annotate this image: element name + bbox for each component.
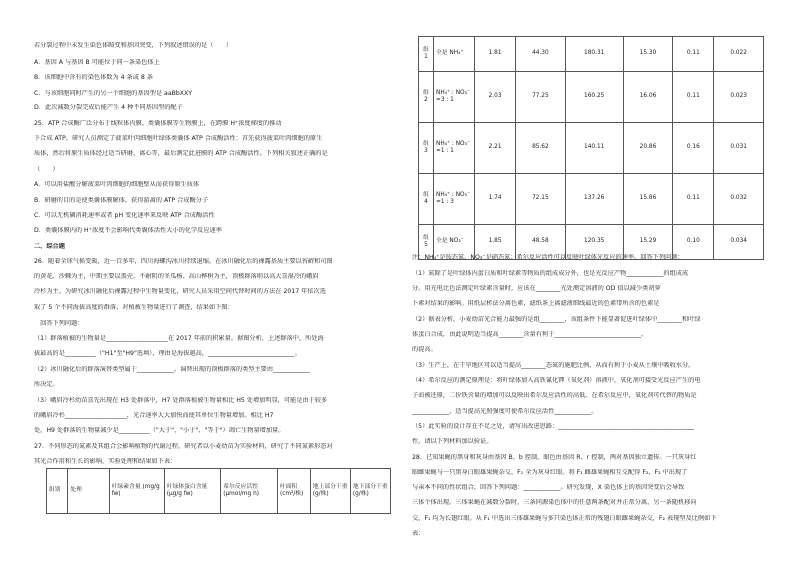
- text-line: （ ）: [34, 166, 59, 173]
- text-line: 的提高。: [412, 346, 437, 353]
- value-cell: 0.034: [714, 225, 764, 260]
- text-line: 26．随着全球气候变暖，近一百多年，四川海螺沟冰川持续退缩。在冰川融化后的裸露基质主要以苔藓和司图: [34, 258, 333, 265]
- text-line: 体蛋白合成，由此说明适当提高________含量有利于____________________________。: [412, 331, 648, 338]
- text-line: D．类囊体膜内的 H⁺浓度不会影响代类囊体活性大小的化学反应速率: [34, 227, 222, 234]
- text-line: 25．ATP 合成酶广泛分布于线粒体内膜、类囊体膜等生物膜上，在跨膜 H⁺浓度梯度的推动: [34, 120, 282, 127]
- text-line: （4）希尔反应的测定原理是：将叶绿体加入高铁氰化钾（氧化剂）溶液中，氧化剂可接受光反应产生的电: [412, 377, 701, 384]
- text-line: C．可以无机磷消耗速率或者 pH 变化速率来反映 ATP 合成酶活性: [34, 212, 215, 219]
- value-cell: 15.29: [623, 225, 673, 260]
- text-line: 三体个体出现。三体果蝇在减数分裂时，三条同源染色体中的任意两条配对并正常分离，另一条随机移向: [412, 499, 697, 506]
- value-cell: 2.03: [475, 72, 516, 123]
- text-line: 卜素对结果的影响。用纸层析法分离色素，滤纸条上离滤液细线最近的色素带所含的色素是: [412, 300, 660, 307]
- value-cell: 0.16: [673, 123, 714, 174]
- value-cell: 85.62: [516, 123, 566, 174]
- text-line: 交，F₁ 均为长翅红眼。从 F₁ 中选出三体雄果蝇与多只染色体正常的残翅白眼雌果蝇杂交，F₂ 表现型及比例如下: [412, 515, 717, 522]
- value-cell: 44.30: [516, 37, 566, 72]
- value-cell: 1.85: [475, 225, 516, 260]
- treatment-cell: NH₄⁺ : NO₃⁻ =1 : 3: [434, 174, 475, 225]
- text-line: B．研磨的目的是使类囊体膜解体，获得游离的 ATP 合成酶分子: [34, 197, 209, 204]
- value-cell: 0.11: [673, 37, 714, 72]
- value-cell: 2.21: [475, 123, 516, 174]
- value-cell: 15.86: [623, 174, 673, 225]
- group-cell: 组 4: [419, 174, 434, 225]
- text-line: 注：NH₄⁺是铵态氮，NO₃⁻是硝态氮；希尔反应活性可以反映叶绿体光反应的速率。回答下列问题：: [412, 254, 684, 261]
- text-line: 眼雌果蝇与一只黑身白眼雄果蝇杂交，F₁ 全为灰身红眼。将 F₁ 雌雄果蝇相互交配得 F₂，F₂ 中出现了: [412, 469, 688, 476]
- left-results-table: [46, 468, 391, 514]
- value-cell: 16.06: [623, 72, 673, 123]
- table-header-cell: 希尔反应活性 (μmol/mg h): [221, 469, 278, 514]
- text-line: 取了 5 个不同海拔高度的群落，对植被生物量进行了调查，结果如下图：: [34, 304, 234, 311]
- group-cell: 组 5: [419, 225, 434, 260]
- value-cell: 120.35: [565, 225, 623, 260]
- group-cell: 组 3: [419, 123, 434, 174]
- text-line: （3）生产上，在干旱地区可以适当提高________态氮的施肥比例，从而有利于小麦从土壤中吸收水分。: [412, 362, 695, 369]
- text-line: 的黄花、沙棘为主，中期主要以盖壳、不耐阴的冬瓜杨、高山桦树为主，顶极群落则以高大喜湿冷的峨眉: [34, 273, 319, 280]
- text-line: A．可以用盐酸分解菠菜叶肉细胞的细胞壁从而获得原生质体: [34, 181, 200, 188]
- table-header-cell: 叶绿体蛋白含量 (μg/g fw): [164, 469, 220, 514]
- text-line: 回答下列问题：: [34, 320, 84, 327]
- group-cell: 组 2: [419, 72, 434, 123]
- text-line: 28．已知果蝇的黑身和灰身由基因 B、b 控制，眼色由基因 R、r 控制，两对基因独立遗传。一只灰身红: [412, 454, 697, 461]
- table-row: [419, 123, 764, 174]
- value-cell: 137.26: [565, 174, 623, 225]
- value-cell: 160.25: [565, 72, 623, 123]
- table-row: [419, 37, 764, 72]
- text-line: 表：: [412, 530, 425, 537]
- text-line: 下合成 ATP。研究人员测定了菠菜叶肉细胞叶绿体类囊体 ATP 合成酶活性：首先获得菠菜叶肉细胞的原生: [34, 135, 323, 142]
- value-cell: 20.86: [623, 123, 673, 174]
- text-line: 子而被还原，二价铁含量的增加可以反映出希尔反应活性的高低。在希尔反应中，氧化剂可代替的物质是: [412, 392, 697, 399]
- text-line: 其光合作用和生长的影响，实验处理和结果如下表：: [34, 458, 177, 465]
- text-line: （2）据表分析，小麦幼苗光合能力最强的是组________，该组条件下能显著促进叶绿体中________和叶绿: [412, 316, 701, 323]
- text-line: 二、综合题: [34, 243, 65, 250]
- treatment-cell: 全是 NO₃⁻: [434, 225, 475, 260]
- text-line: 性，请以下列材料加以验证。: [412, 438, 493, 445]
- right-results-table: [418, 36, 764, 260]
- treatment-cell: NH₄⁺ : NO₃⁻ =3 : 1: [434, 72, 475, 123]
- text-line: （3）峨眉冷杉幼苗喜先出现在 H3 处群落中，H7 处群落植被生物量相比 H5 处增加明显，可能是由于较多: [34, 397, 328, 404]
- text-line: （2）冰川融化后的群落演替类型属于____________。演替出现的顶极群落的类型主要由____________: [34, 366, 311, 373]
- text-line: ____________，适当提高光照强度可使希尔反应活性____________。: [412, 408, 598, 415]
- text-line: 若分裂过程中未发生染色体畸变和基因突变，下列叙述错误的是（ ）: [34, 42, 232, 49]
- table-header-cell: 组别: [47, 469, 68, 514]
- text-line: 分。用光电比色法测定叶绿素含量时，应该在________光处测定溶液的 OD 值以减少类胡萝: [412, 285, 661, 292]
- text-line: 与亲本不同的性状组合，回答下列问题：____________。研究发现，X 染色体上的基因突变后会导致: [412, 484, 685, 491]
- table-row: [419, 174, 764, 225]
- table-row: [419, 225, 764, 260]
- table-header-cell: 叶面积 (cm²/株): [277, 469, 310, 514]
- text-line: A．基因 A 与基因 B 可能位于同一条染色体上: [34, 59, 160, 66]
- value-cell: 0.023: [714, 72, 764, 123]
- text-line: C．与该细胞同时产生的另一个细胞的基因型是 aaBbXXY: [34, 90, 193, 97]
- table-header-cell: 叶绿素含量 (mg/g fw): [109, 469, 164, 514]
- text-line: 所决定。: [34, 381, 59, 388]
- text-line: （5）此实验的设计存在不足之处，请写出改进思路：____________________________________________: [412, 423, 695, 430]
- table-row: [419, 72, 764, 123]
- text-line: D．此次减数分裂完成后能产生 4 种不同基因型的配子: [34, 104, 183, 111]
- text-line: 的峨眉冷杉____________________，光合速率大大加快而使其单位生物量增加。相比 H7: [34, 412, 274, 419]
- text-line: B．该细胞中含有的染色体数为 4 条或 8 条: [34, 74, 153, 81]
- text-line: 冷杉为主。为研究冰川融化后裸露过程中生物量变化，研究人员采用空间代替时间的方法在 2017 年依次选: [34, 288, 326, 295]
- table-header-row: [47, 469, 391, 514]
- value-cell: 77.25: [516, 72, 566, 123]
- value-cell: 140.11: [565, 123, 623, 174]
- text-line: （1）氮除了是叶绿体内蛋白质和叶绿素等物质的组成成分外，也是光反应产物____________的组成成: [412, 270, 689, 277]
- text-line: （1）群落植被的生物量是____________________在 2017 年前的积累量。据图分析，上述群落中，所处海: [34, 335, 324, 342]
- value-cell: 1.81: [475, 37, 516, 72]
- text-line: 拔最高的是__________（"H1"至"H9"选填），理由是海拔越高，____________________________。: [34, 350, 301, 357]
- value-cell: 180.31: [565, 37, 623, 72]
- table-header-cell: 地上部分干重 (g/株): [310, 469, 350, 514]
- value-cell: 0.11: [673, 72, 714, 123]
- value-cell: 0.031: [714, 123, 764, 174]
- treatment-cell: NH₄⁺ : NO₃⁻ =1 : 1: [434, 123, 475, 174]
- text-line: 27．不同形态的氮素及其组合会影响植物的代谢过程，研究者以小麦幼苗为实验材料，研究了不同氮素形态对: [34, 443, 333, 450]
- text-line: 处，H9 处群落的生物量减少是__________（"大于"、"小于"、"等于"）凋亡生物量增加量。: [34, 427, 285, 434]
- value-cell: 0.022: [714, 37, 764, 72]
- value-cell: 72.15: [516, 174, 566, 225]
- value-cell: 15.30: [623, 37, 673, 72]
- value-cell: 0.11: [673, 174, 714, 225]
- value-cell: 1.74: [475, 174, 516, 225]
- table-header-cell: 地下部分干重 (g/株): [350, 469, 390, 514]
- group-cell: 组 1: [419, 37, 434, 72]
- table-header-cell: 处理: [68, 469, 109, 514]
- text-line: 质体，然后将原生质体经过适当研磨、离心等，最后测定此进膜的 ATP 合成酶活性。下列相关叙述正确的是: [34, 150, 328, 157]
- value-cell: 0.10: [673, 225, 714, 260]
- value-cell: 48.58: [516, 225, 566, 260]
- treatment-cell: 全是 NH₄⁺: [434, 37, 475, 72]
- value-cell: 0.032: [714, 174, 764, 225]
